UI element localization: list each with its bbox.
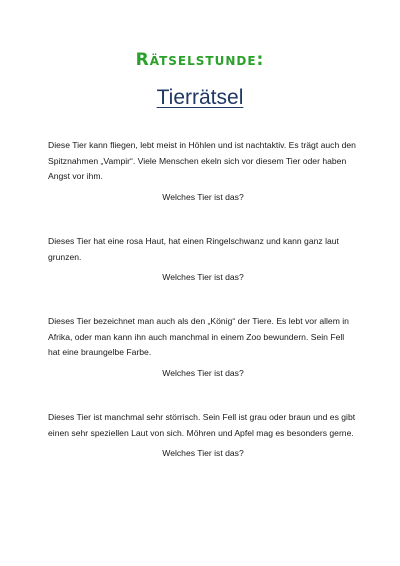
- riddle-text: Diese Tier kann fliegen, lebt meist in Höhlen und ist nachtaktiv. Es trägt auch den Spitznahmen „Vampir“. Viele Menschen ekeln sich vor diesem Tier oder haben Angst vor ihm.: [48, 140, 356, 182]
- riddle-text: Dieses Tier ist manchmal sehr störrisch. Sein Fell ist grau oder braun und es gibt einen sehr speziellen Laut von sich. Möhren und Apfel mag es besonders gerne.: [48, 412, 356, 438]
- riddle-question: Welches Tier ist das?: [162, 367, 244, 378]
- riddle-lion: [48, 314, 358, 381]
- riddle-bat: [48, 138, 358, 205]
- worksheet-title: [0, 85, 400, 111]
- worksheet-heading: Rätselstunde:: [135, 50, 265, 70]
- riddle-pig: [48, 234, 358, 286]
- riddle-donkey: [48, 410, 358, 462]
- riddle-text: Dieses Tier bezeichnet man auch als den „König“ der Tiere. Es lebt vor allem in Afrika, oder man kann ihn auch manchmal in einem Zoo bewundern. Sein Fell hat eine braungelbe Farbe.: [48, 316, 349, 358]
- worksheet-title-text: Tierrätsel: [156, 86, 244, 109]
- riddle-question: Welches Tier ist das?: [162, 191, 244, 202]
- riddle-question: Welches Tier ist das?: [162, 272, 244, 283]
- riddle-question: Welches Tier ist das?: [162, 448, 244, 459]
- riddle-text: Dieses Tier hat eine rosa Haut, hat einen Ringelschwanz und kann ganz laut grunzen.: [48, 236, 339, 262]
